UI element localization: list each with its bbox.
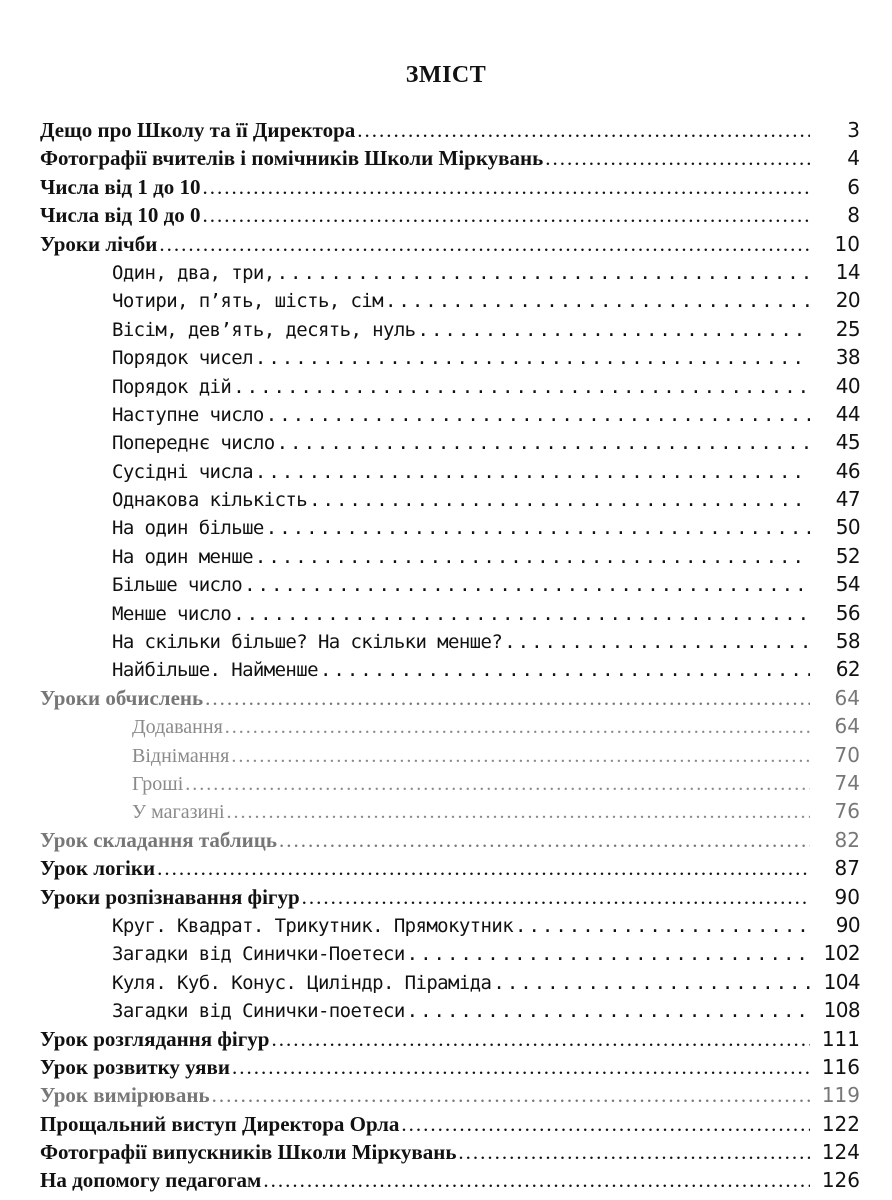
toc-entry <box>40 939 860 967</box>
toc-page-number: 64 <box>834 714 860 739</box>
toc-entry <box>40 712 860 740</box>
page-title: ЗМІСТ <box>405 62 487 88</box>
toc-entry <box>40 1053 860 1081</box>
dot-leader <box>357 116 810 144</box>
dot-leader <box>458 1138 810 1166</box>
toc-entry <box>40 1166 860 1194</box>
toc-entry <box>40 542 860 570</box>
toc-entry <box>40 968 860 996</box>
toc-page-number: 4 <box>847 146 860 171</box>
toc-page-number: 46 <box>835 458 860 483</box>
toc-entry-title: Урок розвитку уяви <box>40 1054 230 1079</box>
toc-entry <box>40 684 860 712</box>
dot-leader <box>227 798 811 826</box>
dot-leader <box>407 940 810 968</box>
dot-leader <box>212 1081 810 1109</box>
toc-page-number: 58 <box>835 629 860 654</box>
toc-page-number: 45 <box>835 430 860 455</box>
toc-entry <box>40 372 860 400</box>
toc-page-number: 3 <box>847 118 860 142</box>
toc-entry-title: Попереднє число <box>112 432 275 455</box>
toc-entry <box>40 1081 860 1109</box>
toc-entry <box>40 599 860 627</box>
dot-leader <box>277 429 810 457</box>
toc-page-number: 122 <box>821 1111 860 1136</box>
toc-page-number: 74 <box>834 770 860 795</box>
dot-leader <box>263 1166 810 1194</box>
toc-entry-title: У магазині <box>132 801 225 824</box>
toc-entry-title: На один менше <box>112 545 253 568</box>
toc-entry <box>40 996 860 1024</box>
dot-leader <box>233 373 810 401</box>
toc-entry <box>40 485 860 513</box>
toc-entry-title: Уроки лічби <box>40 231 158 256</box>
toc-entry-title: Загадки від Синички-поетеси <box>112 1000 405 1023</box>
toc-entry <box>40 173 860 201</box>
toc-entry-title: Більше число <box>112 574 243 597</box>
toc-page-number: 14 <box>835 259 860 284</box>
toc-entry <box>40 1138 860 1166</box>
toc-entry-title: Загадки від Синички-Поетеси <box>112 943 405 966</box>
toc-entry-title: Прощальний виступ Директора Орла <box>40 1111 400 1136</box>
dot-leader <box>266 401 810 429</box>
dot-leader <box>255 458 810 486</box>
toc-entry <box>40 627 860 655</box>
toc-page-number: 40 <box>835 373 860 398</box>
dot-leader <box>233 600 810 628</box>
dot-leader <box>309 486 810 514</box>
toc-page-number: 10 <box>834 231 860 256</box>
toc-entry-title: На один більше <box>112 517 264 540</box>
toc-entry <box>40 258 860 286</box>
dot-leader <box>232 1053 810 1081</box>
toc-entry <box>40 230 860 258</box>
toc-entry <box>40 286 860 314</box>
toc-page-number: 87 <box>834 856 860 881</box>
toc-entry <box>40 883 860 911</box>
toc-page-number: 90 <box>834 884 860 909</box>
toc-entry-title: Додавання <box>132 716 223 739</box>
dot-leader <box>279 826 810 854</box>
toc-page-number: 25 <box>835 316 860 341</box>
toc-page-number: 126 <box>821 1168 860 1193</box>
toc-page-number: 102 <box>823 941 860 966</box>
toc-entry-title: На скільки більше? На скільки менше? <box>112 631 503 654</box>
toc-entry <box>40 428 860 456</box>
toc-entry <box>40 144 860 172</box>
toc-entry-title: Уроки обчислень <box>40 685 204 710</box>
dot-leader <box>185 770 810 798</box>
toc-entry-title: Порядок чисел <box>112 347 253 370</box>
toc-entry-title: Урок складання таблиць <box>40 827 277 852</box>
toc-page-number: 50 <box>835 515 860 540</box>
toc-entry <box>40 570 860 598</box>
toc-entry-title: Один, два, три, <box>112 261 275 284</box>
toc-page-number: 56 <box>835 600 860 625</box>
toc-page-number: 20 <box>835 288 860 313</box>
toc-page-number: 124 <box>821 1140 860 1165</box>
toc-entry-title: Уроки розпізнавання фігур <box>40 884 300 909</box>
dot-leader <box>385 287 810 315</box>
dot-leader <box>244 571 810 599</box>
toc-page-number: 104 <box>823 969 860 994</box>
toc-page-number: 119 <box>821 1083 860 1108</box>
dot-leader <box>320 656 810 684</box>
toc-entry-title: На допомогу педагогам <box>40 1168 262 1193</box>
toc-entry <box>40 315 860 343</box>
toc-entry-title: Чотири, п’ять, шість, сім <box>112 290 383 313</box>
toc-entry <box>40 655 860 683</box>
toc-page-number: 47 <box>835 487 860 512</box>
table-of-contents <box>40 116 860 1195</box>
toc-entry-title: Урок розглядання фігур <box>40 1026 270 1051</box>
toc-page-number: 54 <box>835 572 860 597</box>
toc-page-number: 108 <box>823 998 860 1023</box>
toc-entry <box>40 911 860 939</box>
toc-entry-title: Однакова кількість <box>112 489 308 512</box>
toc-page-number: 62 <box>835 657 860 682</box>
toc-page-number: 44 <box>835 401 860 426</box>
toc-page-number: 52 <box>835 543 860 568</box>
toc-entry <box>40 1025 860 1053</box>
toc-entry-title: Фотографії випускників Школи Міркувань <box>40 1140 457 1165</box>
toc-entry-title: Менше число <box>112 602 232 625</box>
toc-entry-title: Вісім, дев’ять, десять, нуль <box>112 318 416 341</box>
toc-entry <box>40 513 860 541</box>
dot-leader <box>504 628 810 656</box>
dot-leader <box>255 543 810 571</box>
toc-entry-title: Числа від 10 до 0 <box>40 203 201 228</box>
toc-entry-title: Порядок дій <box>112 375 232 398</box>
dot-leader <box>418 316 811 344</box>
toc-entry-title: Фотографії вчителів і помічників Школи Міркувань <box>40 146 544 171</box>
toc-entry <box>40 769 860 797</box>
dot-leader <box>157 854 810 882</box>
dot-leader <box>277 259 810 287</box>
toc-entry-title: Урок вимірювань <box>40 1083 210 1108</box>
toc-entry <box>40 826 860 854</box>
toc-entry <box>40 343 860 371</box>
dot-leader <box>203 173 810 201</box>
toc-entry <box>40 741 860 769</box>
dot-leader <box>205 684 810 712</box>
dot-leader <box>302 883 810 911</box>
dot-leader <box>203 201 810 229</box>
dot-leader <box>255 344 810 372</box>
toc-entry <box>40 1110 860 1138</box>
dot-leader <box>231 742 810 770</box>
toc-entry <box>40 854 860 882</box>
toc-entry-title: Дещо про Школу та її Директора <box>40 118 356 142</box>
toc-page-number: 6 <box>847 174 860 199</box>
toc-entry-title: Сусідні числа <box>112 460 253 483</box>
toc-entry-title: Урок логіки <box>40 856 156 881</box>
toc-entry <box>40 116 860 144</box>
toc-page-number: 38 <box>835 345 860 370</box>
dot-leader <box>401 1110 810 1138</box>
toc-page-number: 8 <box>847 203 860 228</box>
toc-page-number: 116 <box>821 1054 860 1079</box>
toc-entry-title: Гроші <box>132 772 184 795</box>
toc-entry-title: Куля. Куб. Конус. Циліндр. Піраміда <box>112 971 492 994</box>
dot-leader <box>407 997 810 1025</box>
toc-page-number: 70 <box>834 742 860 767</box>
dot-leader <box>225 713 810 741</box>
toc-page-number: 90 <box>835 912 860 937</box>
toc-page-number: 82 <box>834 827 860 852</box>
toc-entry-title: Наступне число <box>112 403 264 426</box>
dot-leader <box>545 144 810 172</box>
toc-entry-title: Найбільше. Найменше <box>112 659 318 682</box>
dot-leader <box>266 514 810 542</box>
dot-leader <box>515 912 810 940</box>
toc-entry-title: Числа від 1 до 10 <box>40 174 201 199</box>
dot-leader <box>271 1025 810 1053</box>
dot-leader <box>159 230 810 258</box>
toc-entry <box>40 400 860 428</box>
dot-leader <box>493 969 810 997</box>
toc-entry <box>40 797 860 825</box>
toc-entry-title: Круг. Квадрат. Трикутник. Прямокутник <box>112 914 514 937</box>
toc-entry <box>40 201 860 229</box>
toc-page-number: 64 <box>834 685 860 710</box>
toc-entry <box>40 457 860 485</box>
toc-page-number: 111 <box>821 1026 860 1051</box>
toc-page-number: 76 <box>834 799 860 824</box>
toc-entry-title: Віднімання <box>132 744 230 767</box>
